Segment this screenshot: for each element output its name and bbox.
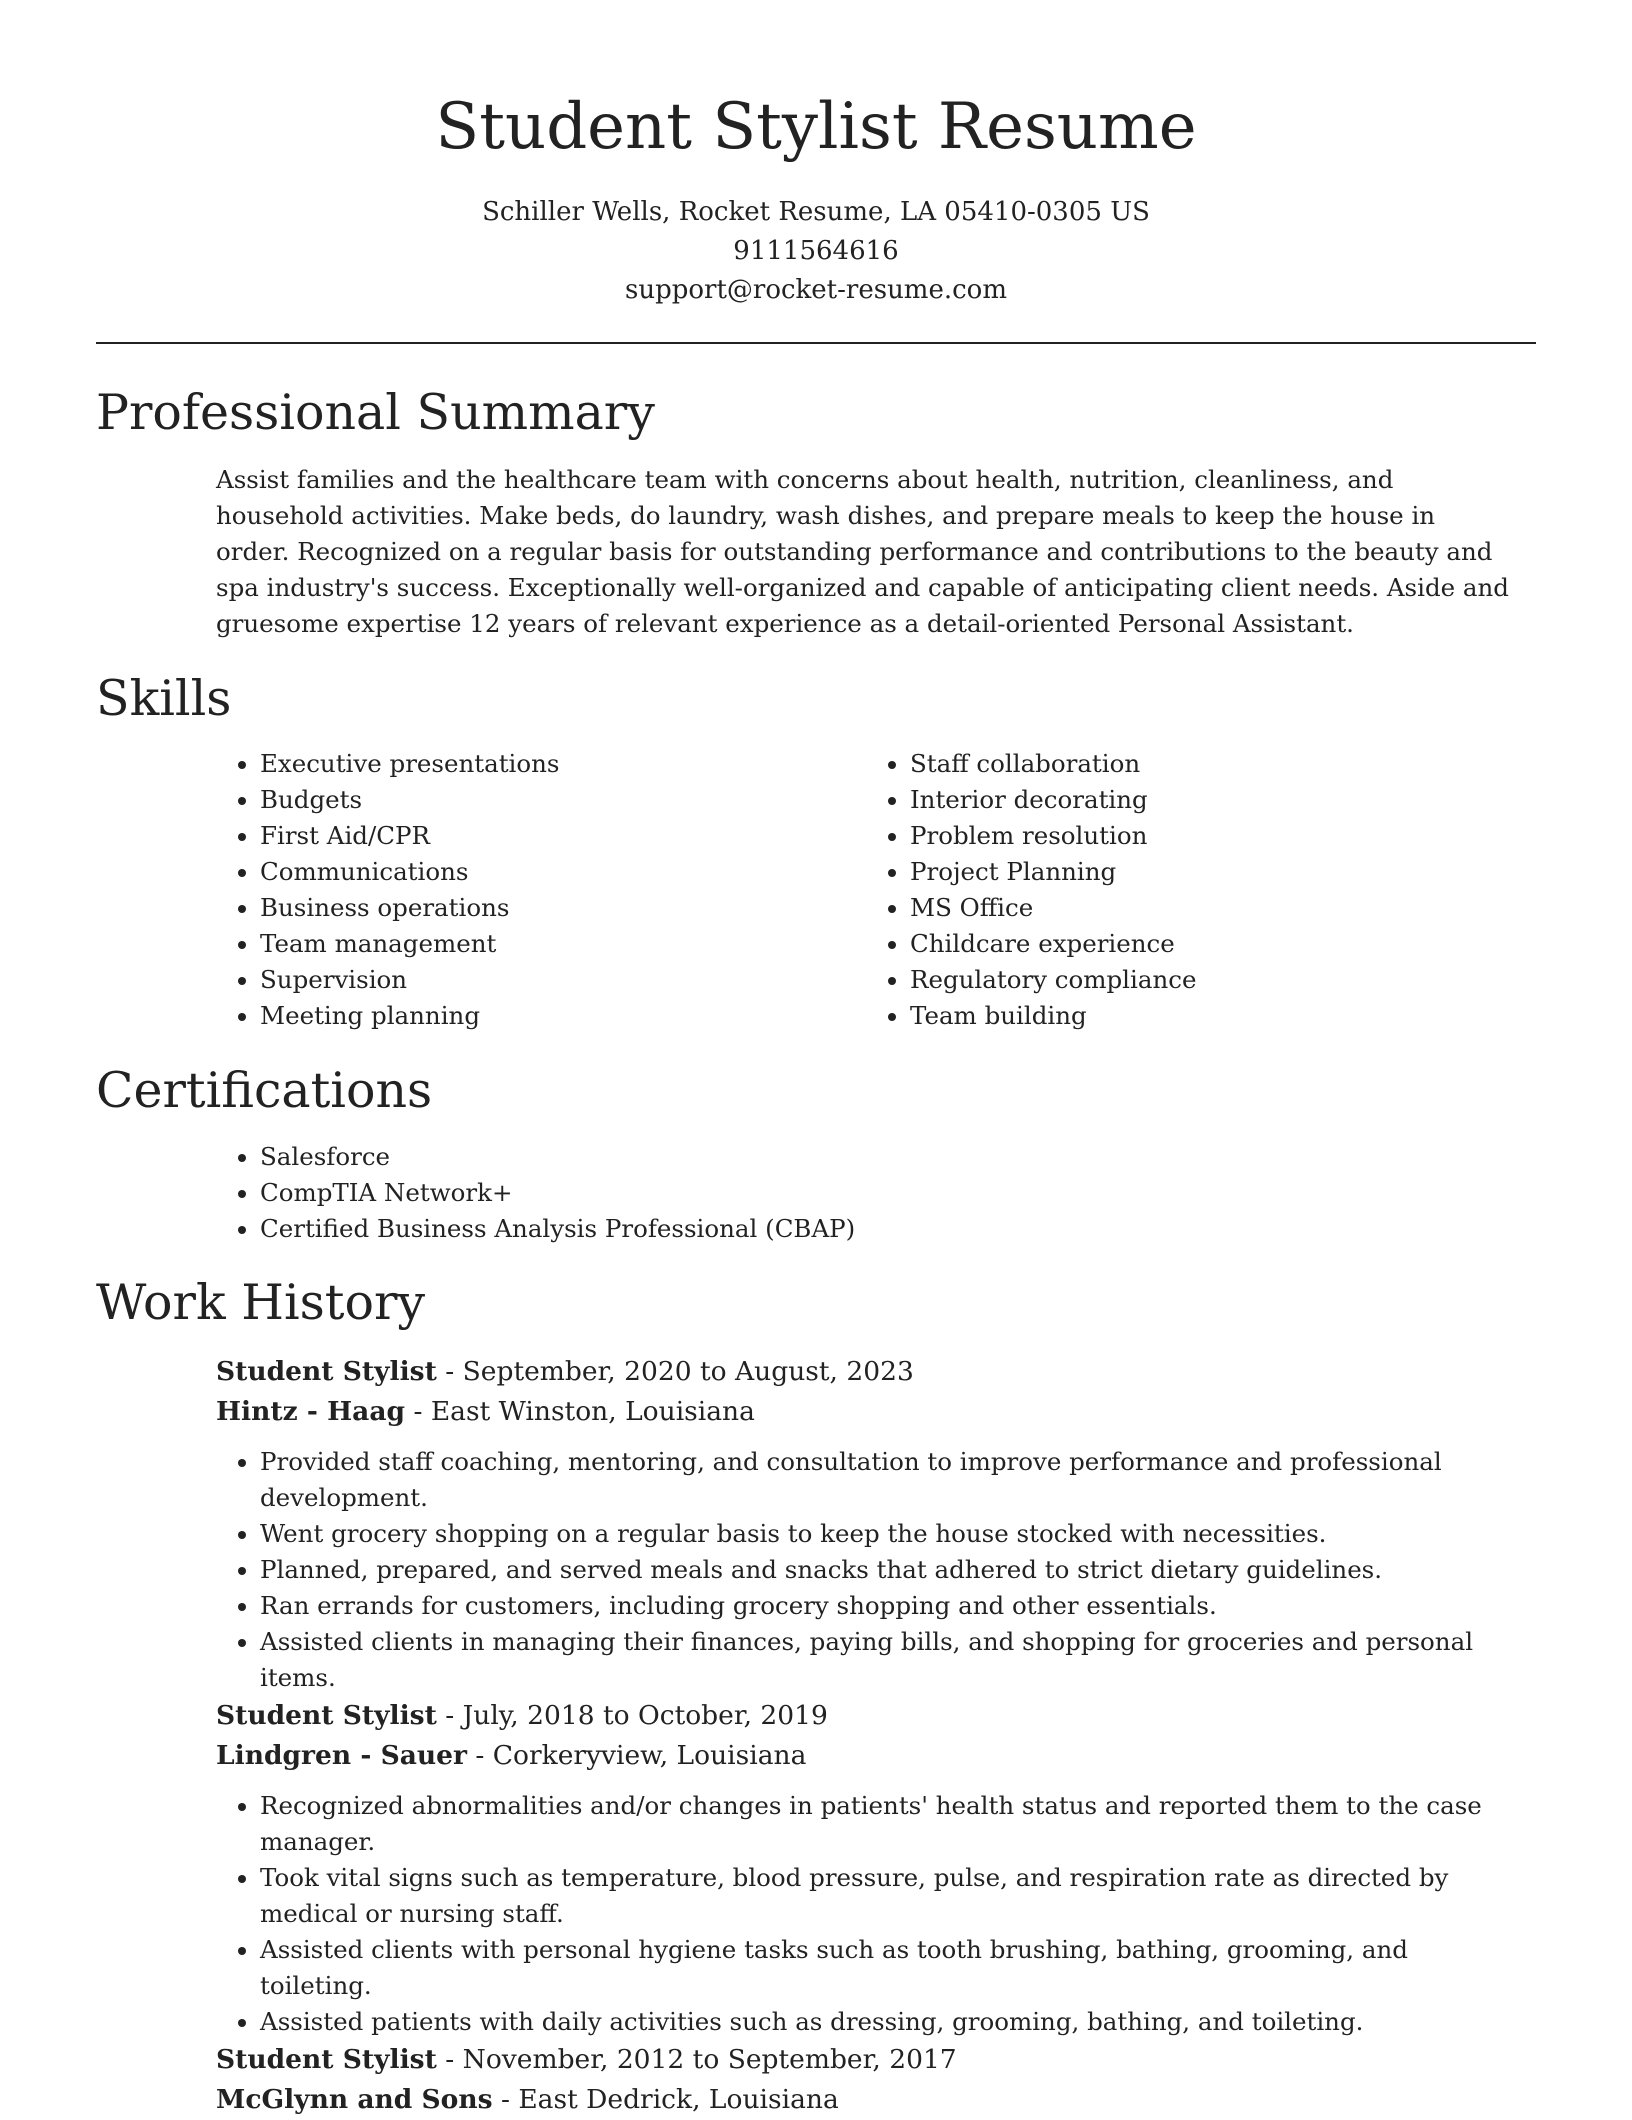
skills-list-right — [866, 746, 1466, 1034]
job-role: Student Stylist — [216, 1700, 437, 1731]
skill-item: • Team building — [910, 998, 1466, 1034]
skill-item: • Supervision — [260, 962, 816, 998]
contact-info — [0, 193, 1632, 310]
job-duty-item: • Recognized abnormalities and/or changes in patients' health status and reported them to the case manager. — [260, 1788, 1516, 1860]
skill-item: • Interior decorating — [910, 782, 1466, 818]
job-duty-item: • Assisted clients with personal hygiene tasks such as tooth brushing, bathing, grooming, and toileting. — [260, 1932, 1516, 2004]
skill-item: • MS Office — [910, 890, 1466, 926]
skills-list-left — [216, 746, 816, 1034]
skills-heading: Skills — [96, 670, 232, 727]
job-entry — [216, 1352, 1516, 1696]
job-location: - East Dedrick, Louisiana — [492, 2084, 839, 2115]
skill-item: • Business operations — [260, 890, 816, 926]
job-title-line — [216, 1352, 1516, 1392]
job-location: - Corkeryview, Louisiana — [466, 1740, 807, 1771]
skill-item: • Regulatory compliance — [910, 962, 1466, 998]
job-company-line — [216, 1392, 1516, 1432]
job-duty-item: • Ran errands for customers, including grocery shopping and other essentials. — [260, 1588, 1516, 1624]
certification-item: • Salesforce — [260, 1139, 1516, 1175]
job-title-line — [216, 2040, 1516, 2080]
job-duty-item: • Assisted patients with daily activities such as dressing, grooming, bathing, and toileting. — [260, 2004, 1516, 2040]
summary-heading: Professional Summary — [96, 384, 655, 441]
summary-text: Assist families and the healthcare team with concerns about health, nutrition, cleanliness, and household activities. Make beds, do laundry, wash dishes, and prepare meals to keep the house in order. Recognized on a regular basis for outstanding performance and contributions to the beauty and spa industry's success. Exceptionally well-organized and capable of anticipating client needs. Aside and gruesome expertise 12 years of relevant experience as a detail-oriented Personal Assistant. — [216, 465, 1509, 638]
skill-item: • Project Planning — [910, 854, 1466, 890]
header-divider — [96, 342, 1536, 344]
skill-item: • Meeting planning — [260, 998, 816, 1034]
job-company: Lindgren - Sauer — [216, 1740, 467, 1771]
skill-item: • Staff collaboration — [910, 746, 1466, 782]
job-duty-item: • Provided staff coaching, mentoring, and consultation to improve performance and professional development. — [260, 1444, 1516, 1516]
skill-item: • First Aid/CPR — [260, 818, 816, 854]
job-duties — [216, 1444, 1516, 1696]
resume-title: Student Stylist Resume — [435, 90, 1197, 164]
certifications-list — [216, 1139, 1516, 1247]
job-duty-item: • Planned, prepared, and served meals and snacks that adhered to strict dietary guidelines. — [260, 1552, 1516, 1588]
certifications-heading: Certifications — [96, 1062, 433, 1119]
job-duty-item: • Assisted clients in managing their finances, paying bills, and shopping for groceries and personal items. — [260, 1624, 1516, 1696]
skill-item: • Executive presentations — [260, 746, 816, 782]
job-company: McGlynn and Sons — [216, 2084, 493, 2115]
job-entry — [216, 2040, 1516, 2120]
skill-item: • Childcare experience — [910, 926, 1466, 962]
job-dates: - November, 2012 to September, 2017 — [436, 2044, 957, 2075]
job-company-line — [216, 2080, 1516, 2120]
skill-item: • Problem resolution — [910, 818, 1466, 854]
contact-address: Schiller Wells, Rocket Resume, LA 05410-0305 US — [482, 197, 1150, 227]
skill-item: • Budgets — [260, 782, 816, 818]
skill-item: • Team management — [260, 926, 816, 962]
job-dates: - September, 2020 to August, 2023 — [436, 1356, 914, 1387]
job-role: Student Stylist — [216, 2044, 437, 2075]
contact-phone: 9111564616 — [733, 236, 899, 266]
job-title-line — [216, 1696, 1516, 1736]
job-company: Hintz - Haag — [216, 1396, 406, 1427]
job-duty-item: • Went grocery shopping on a regular basis to keep the house stocked with necessities. — [260, 1516, 1516, 1552]
job-duty-item: • Took vital signs such as temperature, blood pressure, pulse, and respiration rate as directed by medical or nursing staff. — [260, 1860, 1516, 1932]
contact-email: support@rocket-resume.com — [624, 275, 1007, 305]
job-entry — [216, 1696, 1516, 2040]
certification-item: • Certified Business Analysis Professional (CBAP) — [260, 1211, 1516, 1247]
certification-item: • CompTIA Network+ — [260, 1175, 1516, 1211]
work-history-heading: Work History — [96, 1274, 426, 1331]
resume-header — [0, 0, 1632, 310]
job-location: - East Winston, Louisiana — [405, 1396, 755, 1427]
job-duties — [216, 1788, 1516, 2040]
job-dates: - July, 2018 to October, 2019 — [436, 1700, 828, 1731]
job-company-line — [216, 1736, 1516, 1776]
job-role: Student Stylist — [216, 1356, 437, 1387]
skill-item: • Communications — [260, 854, 816, 890]
